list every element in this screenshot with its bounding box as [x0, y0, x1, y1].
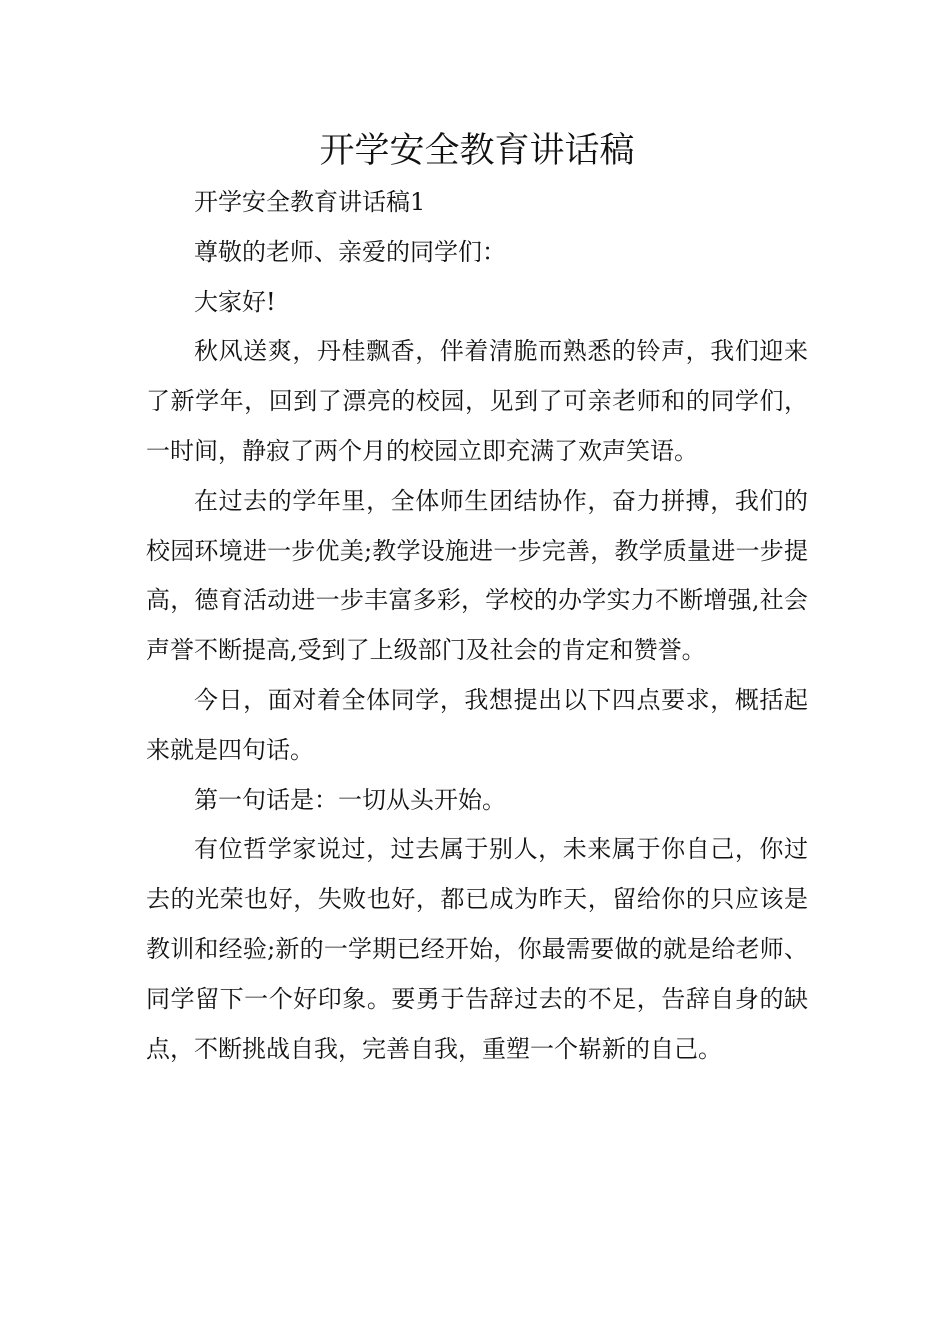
paragraph-philosopher: 有位哲学家说过，过去属于别人，未来属于你自己，你过去的光荣也好，失败也好，都已成为昨天，留给你的只应该是教训和经验;新的一学期已经开始，你最需要做的就是给老师、同学留下一个好印象。要勇于告辞过去的不足，告辞自身的缺点，不断挑战自我，完善自我，重塑一个崭新的自己。: [146, 835, 808, 1063]
paragraph-salutation: 尊敬的老师、亲爱的同学们：: [194, 237, 506, 266]
paragraph-heading: 开学安全教育讲话稿1: [194, 188, 426, 216]
paragraph-intro: 秋风送爽，丹桂飘香，伴着清脆而熟悉的铃声，我们迎来了新学年，回到了漂亮的校园，见到了可亲老师和的同学们，一时间，静寂了两个月的校园立即充满了欢声笑语。: [146, 337, 808, 465]
paragraph-four-requirements: 今日，面对着全体同学，我想提出以下四点要求，概括起来就是四句话。: [146, 685, 808, 764]
paragraph-greeting: 大家好!: [194, 287, 276, 316]
document-body: [146, 178, 808, 1074]
document-page: [146, 128, 808, 1074]
paragraph-first-point: 第一句话是：一切从头开始。: [194, 785, 506, 814]
paragraph-past-year: 在过去的学年里，全体师生团结协作，奋力拼搏，我们的校园环境进一步优美;教学设施进一步完善，教学质量进一步提高，德育活动进一步丰富多彩，学校的办学实力不断增强,社会声誉不断提高,受到了上级部门及社会的肯定和赞誉。: [146, 486, 808, 665]
document-title: 开学安全教育讲话稿: [319, 131, 635, 171]
